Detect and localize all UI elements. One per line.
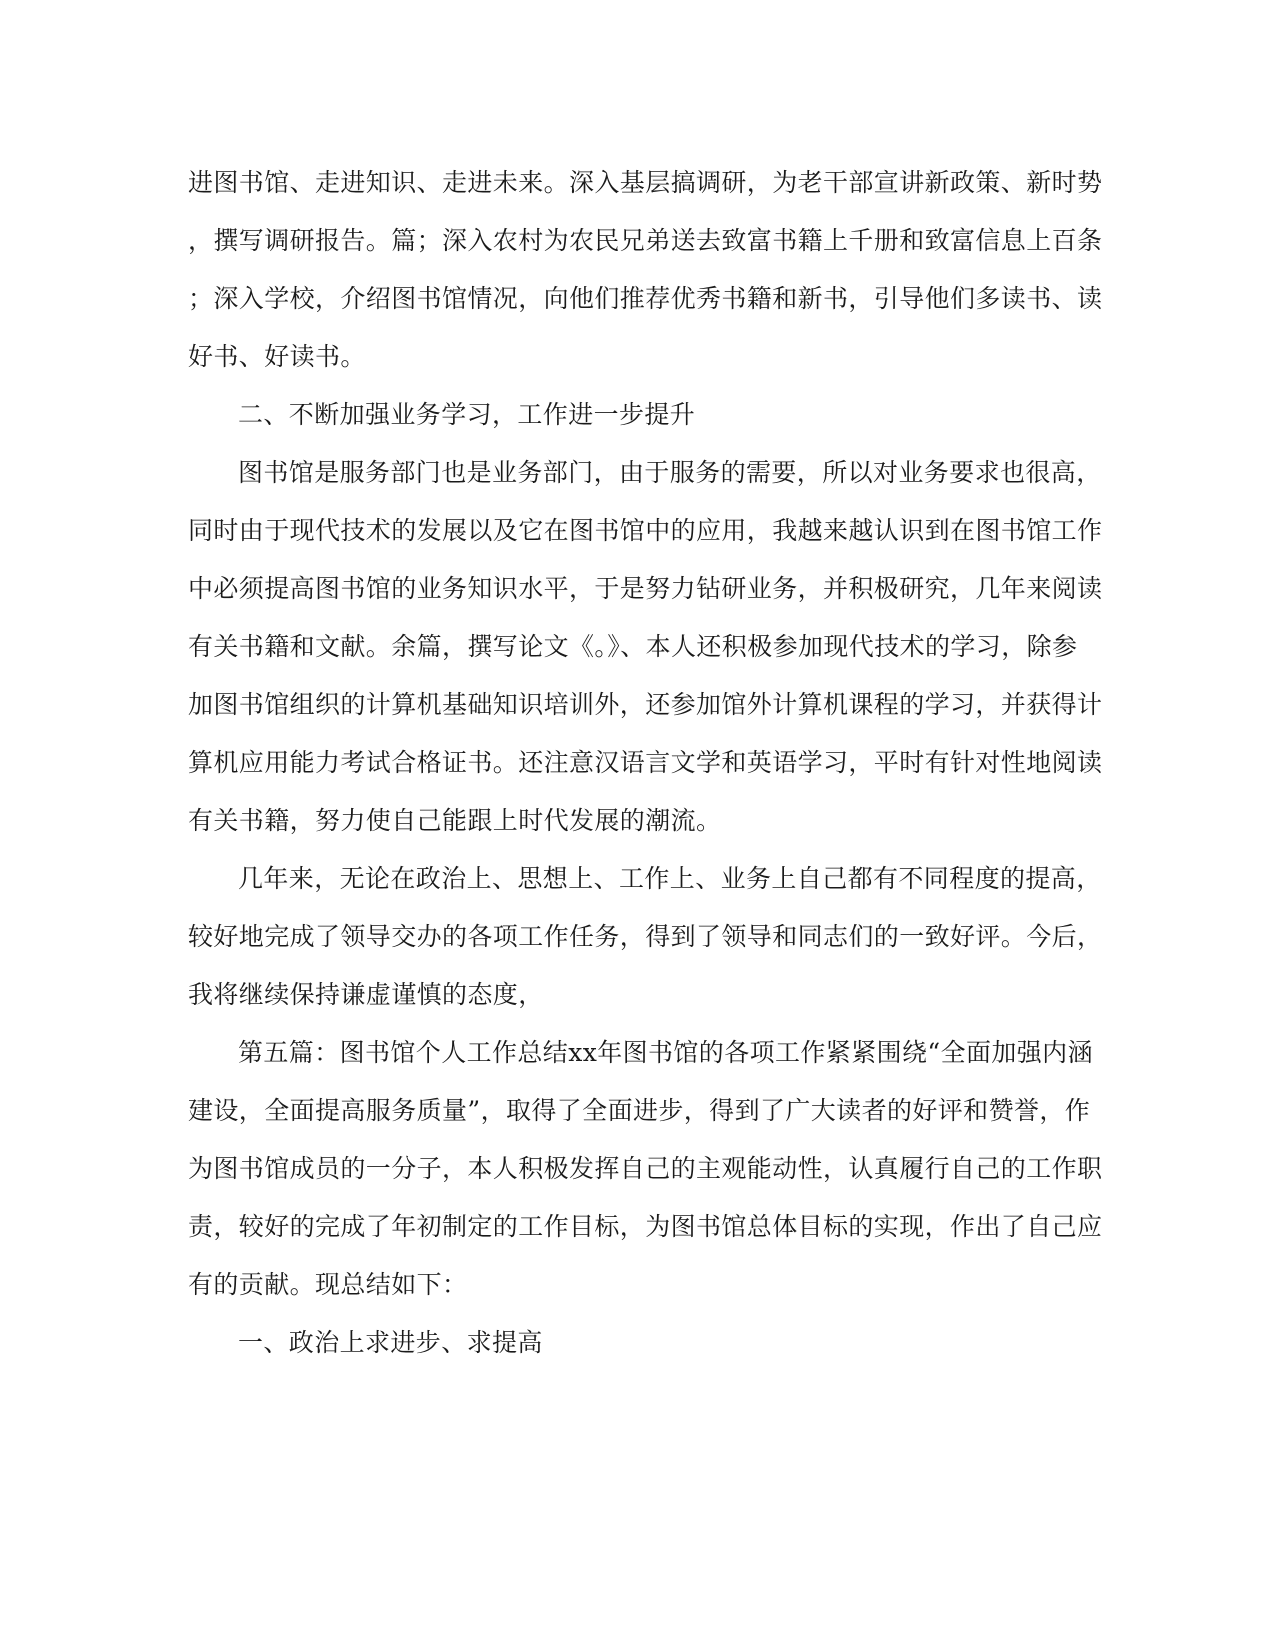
text-line: 我将继续保持谦虚谨慎的态度， [188, 980, 544, 1009]
text-line: 有的贡献。现总结如下： [188, 1270, 468, 1299]
text-line: 责，较好的完成了年初制定的工作目标，为图书馆总体目标的实现，作出了自己应 [188, 1212, 1103, 1241]
text-line: ；深入学校，介绍图书馆情况，向他们推荐优秀书籍和新书，引导他们多读书、读 [188, 284, 1103, 313]
text-line: 算机应用能力考试合格证书。还注意汉语言文学和英语学习，平时有针对性地阅读 [188, 748, 1103, 777]
text-line: 几年来，无论在政治上、思想上、工作上、业务上自己都有不同程度的提高， [238, 864, 1102, 893]
text-line: 有关书籍和文献。余篇，撰写论文《。》、本人还积极参加现代技术的学习，除参 [188, 632, 1078, 661]
text-line: ，撰写调研报告。篇；深入农村为农民兄弟送去致富书籍上千册和致富信息上百条 [188, 226, 1103, 255]
text-line: 中必须提高图书馆的业务知识水平，于是努力钻研业务，并积极研究，几年来阅读 [188, 574, 1103, 603]
text-line: 同时由于现代技术的发展以及它在图书馆中的应用，我越来越认识到在图书馆工作 [188, 516, 1103, 545]
text-line: 有关书籍，努力使自己能跟上时代发展的潮流。 [188, 806, 722, 835]
section-heading: 一、政治上求进步、求提高 [238, 1328, 543, 1357]
text-line: 加图书馆组织的计算机基础知识培训外，还参加馆外计算机课程的学习，并获得计 [188, 690, 1103, 719]
text-line: 好书、好读书。 [188, 342, 366, 371]
text-line: 建设，全面提高服务质量”，取得了全面进步，得到了广大读者的好评和赞誉，作 [188, 1096, 1091, 1125]
text-line: 第五篇：图书馆个人工作总结xx年图书馆的各项工作紧紧围绕“全面加强内涵 [238, 1038, 1093, 1067]
text-line: 图书馆是服务部门也是业务部门，由于服务的需要，所以对业务要求也很高， [238, 458, 1102, 487]
section-heading: 二、不断加强业务学习，工作进一步提升 [238, 400, 696, 429]
text-line: 进图书馆、走进知识、走进未来。深入基层搞调研，为老干部宣讲新政策、新时势 [188, 168, 1103, 197]
text-line: 为图书馆成员的一分子，本人积极发挥自己的主观能动性，认真履行自己的工作职 [188, 1154, 1103, 1183]
text-line: 较好地完成了领导交办的各项工作任务，得到了领导和同志们的一致好评。今后， [188, 922, 1103, 951]
